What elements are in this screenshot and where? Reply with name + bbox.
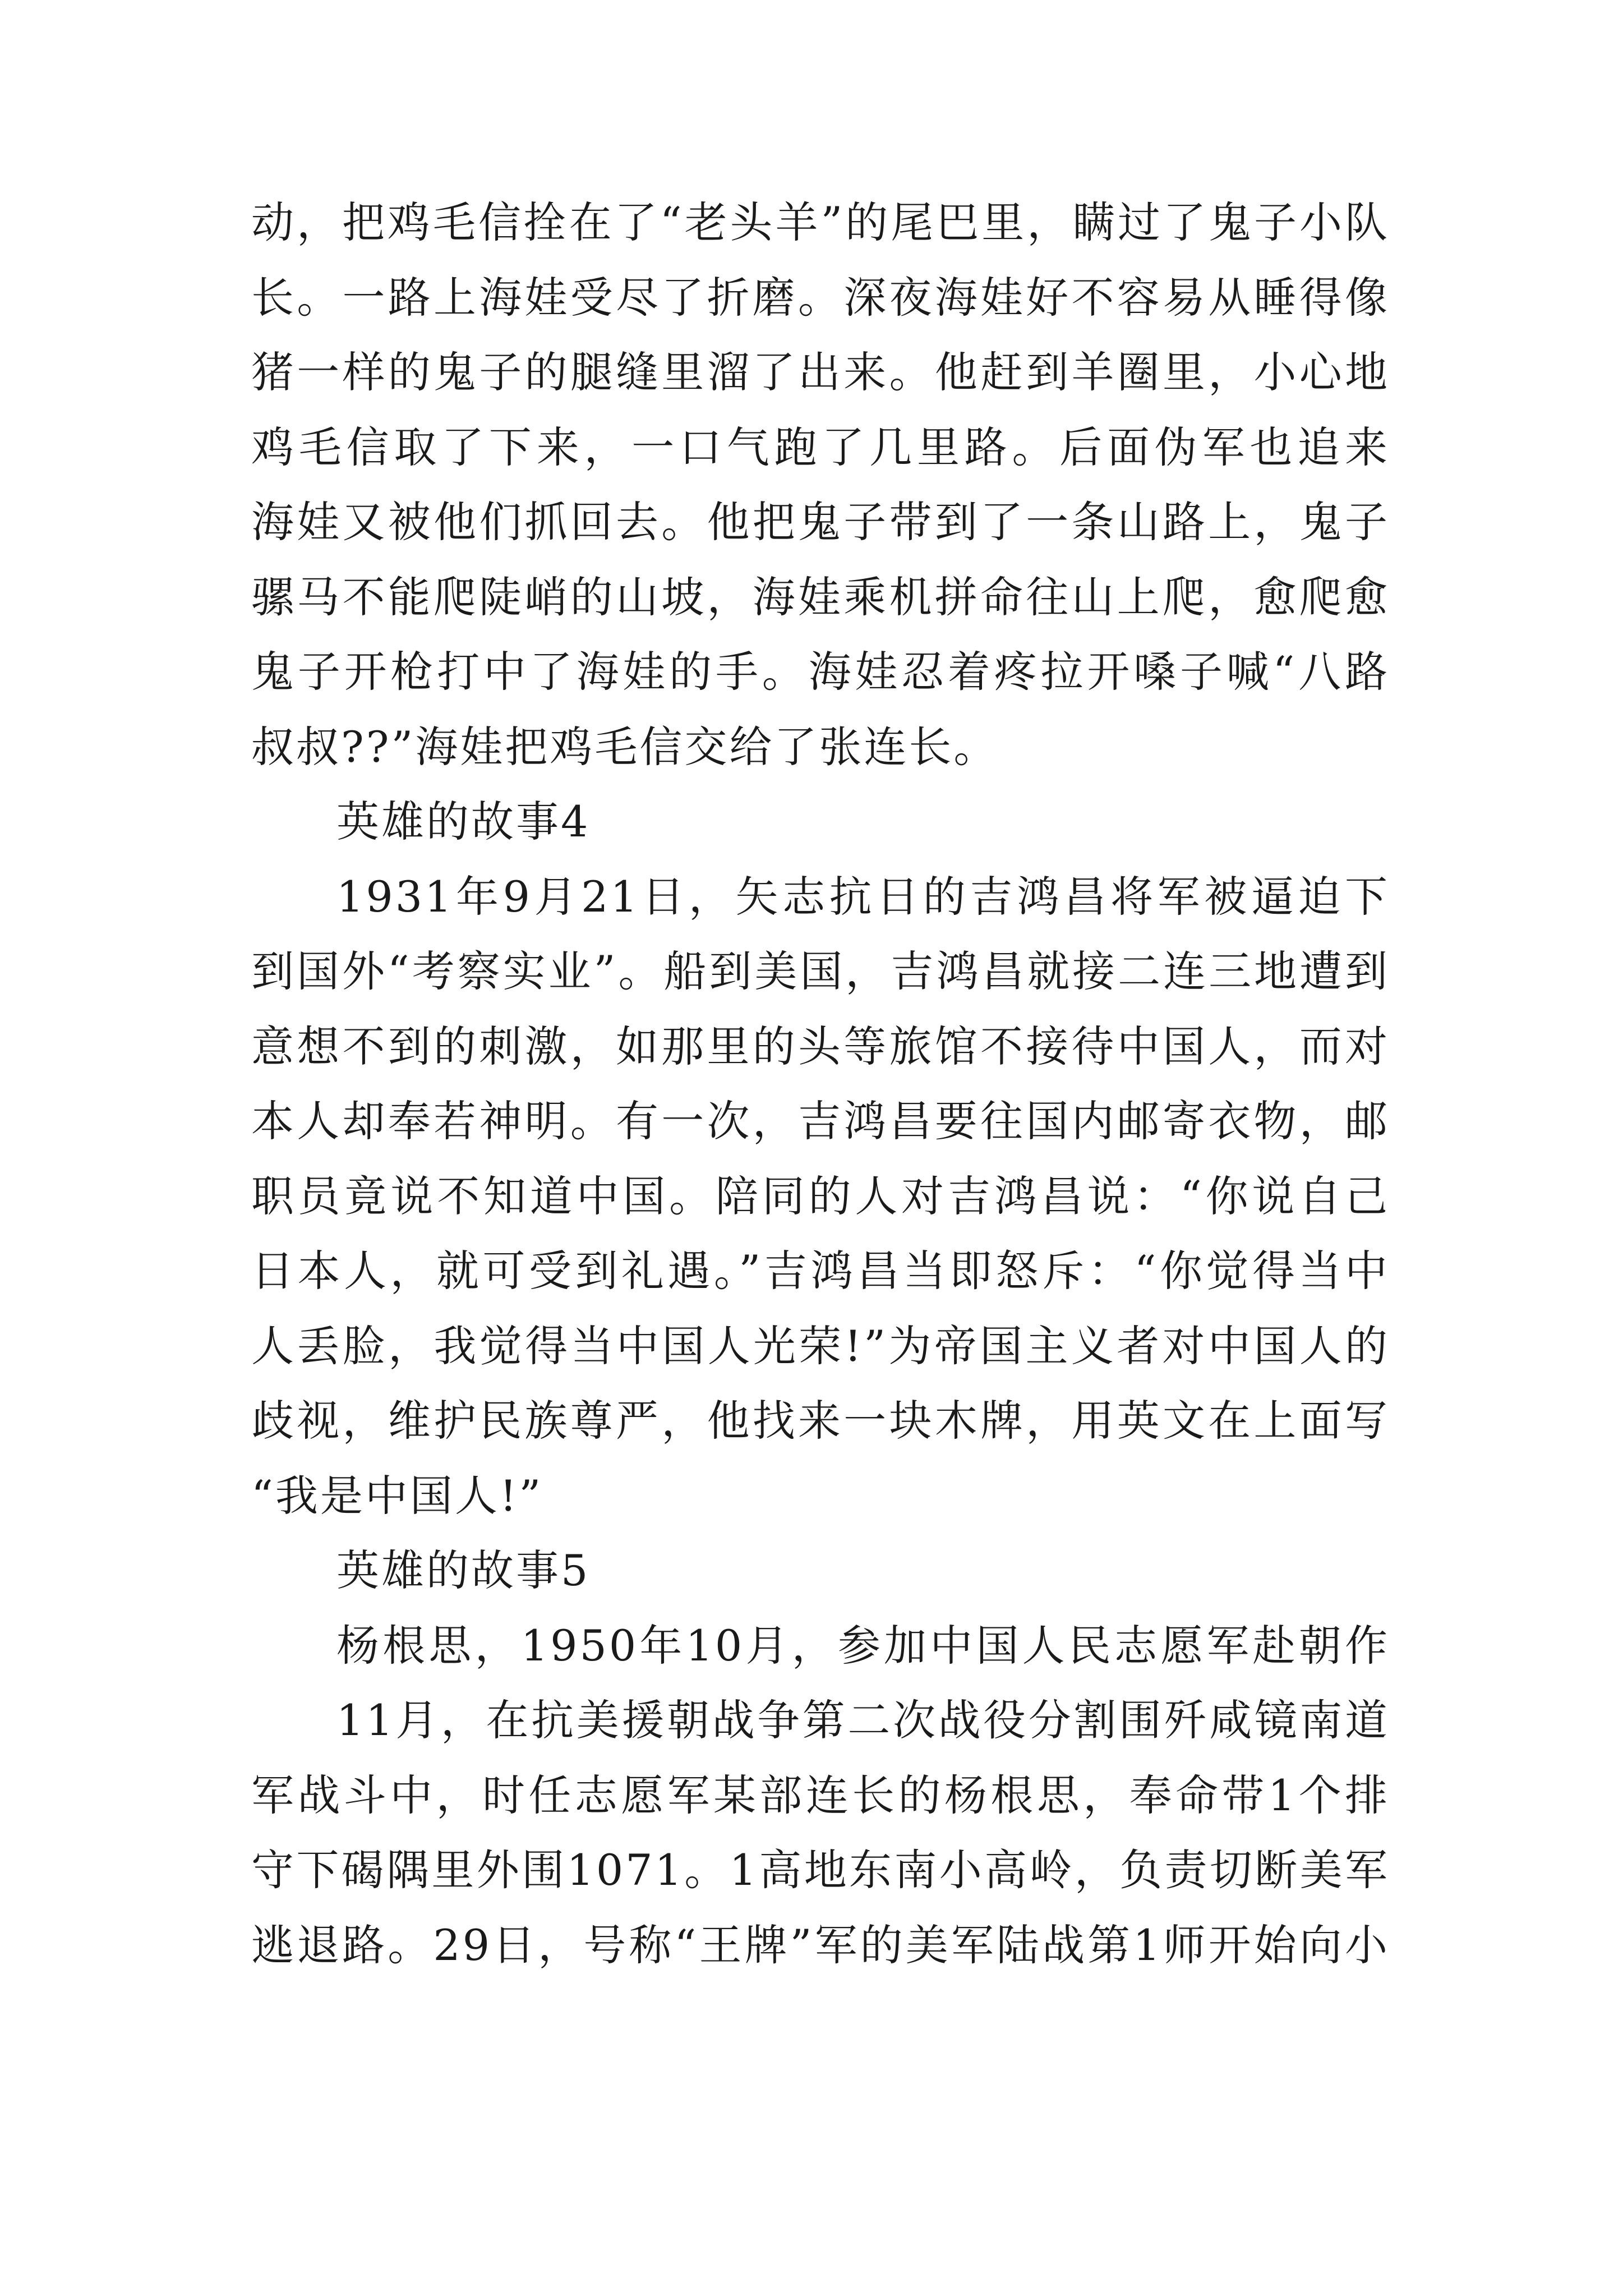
text-line: 叔叔??”海娃把鸡毛信交给了张连长。	[251, 721, 999, 772]
text-line: 军战斗中，时任志愿军某部连长的杨根思，奉命带1个排	[251, 1770, 1390, 1820]
text-line: 鸡毛信取了下来，一口气跑了几里路。后面伪军也追来	[251, 422, 1390, 472]
text-line: 到国外“考察实业”。船到美国，吉鸿昌就接二连三地遭到	[251, 946, 1390, 996]
text-line: “我是中国人!”	[251, 1470, 543, 1521]
text-line: 歧视，维护民族尊严，他找来一块木牌，用英文在上面写	[251, 1396, 1390, 1446]
text-line: 英雄的故事4	[336, 797, 591, 846]
text-line: 长。一路上海娃受尽了折磨。深夜海娃好不容易从睡得像	[251, 272, 1390, 323]
text-line: 守下碣隅里外围1071。1高地东南小高岭，负责切断美军	[251, 1845, 1390, 1895]
text-line: 11月，在抗美援朝战争第二次战役分割围歼咸镜南道	[336, 1695, 1390, 1745]
text-line: 职员竟说不知道中国。陪同的人对吉鸿昌说：“你说自己	[251, 1171, 1390, 1221]
text-line: 本人却奉若神明。有一次，吉鸿昌要往国内邮寄衣物，邮	[251, 1096, 1390, 1146]
text-line: 骡马不能爬陡峭的山坡，海娃乘机拼命往山上爬，愈爬愈	[251, 572, 1390, 622]
text-line: 意想不到的刺激，如那里的头等旅馆不接待中国人，而对	[251, 1021, 1390, 1071]
text-line: 鬼子开枪打中了海娃的手。海娃忍着疼拉开嗓子喊“八路	[251, 647, 1390, 697]
text-line: 杨根思，1950年10月，参加中国人民志愿军赴朝作	[336, 1620, 1390, 1671]
text-line: 英雄的故事5	[336, 1545, 591, 1595]
text-line: 1931年9月21日，矢志抗日的吉鸿昌将军被逼迫下	[336, 871, 1390, 922]
text-line: 逃退路。29日，号称“王牌”军的美军陆战第1师开始向小	[251, 1920, 1390, 1970]
body-text	[251, 185, 1390, 1982]
text-line: 日本人，就可受到礼遇。”吉鸿昌当即怒斥：“你觉得当中	[251, 1246, 1390, 1296]
text-line: 动，把鸡毛信拴在了“老头羊”的尾巴里，瞒过了鬼子小队	[251, 197, 1390, 247]
text-line: 海娃又被他们抓回去。他把鬼子带到了一条山路上，鬼子	[251, 497, 1390, 547]
text-line: 人丢脸，我觉得当中国人光荣!”为帝国主义者对中国人的	[251, 1320, 1390, 1371]
text-line: 猪一样的鬼子的腿缝里溜了出来。他赶到羊圈里，小心地	[251, 347, 1390, 397]
